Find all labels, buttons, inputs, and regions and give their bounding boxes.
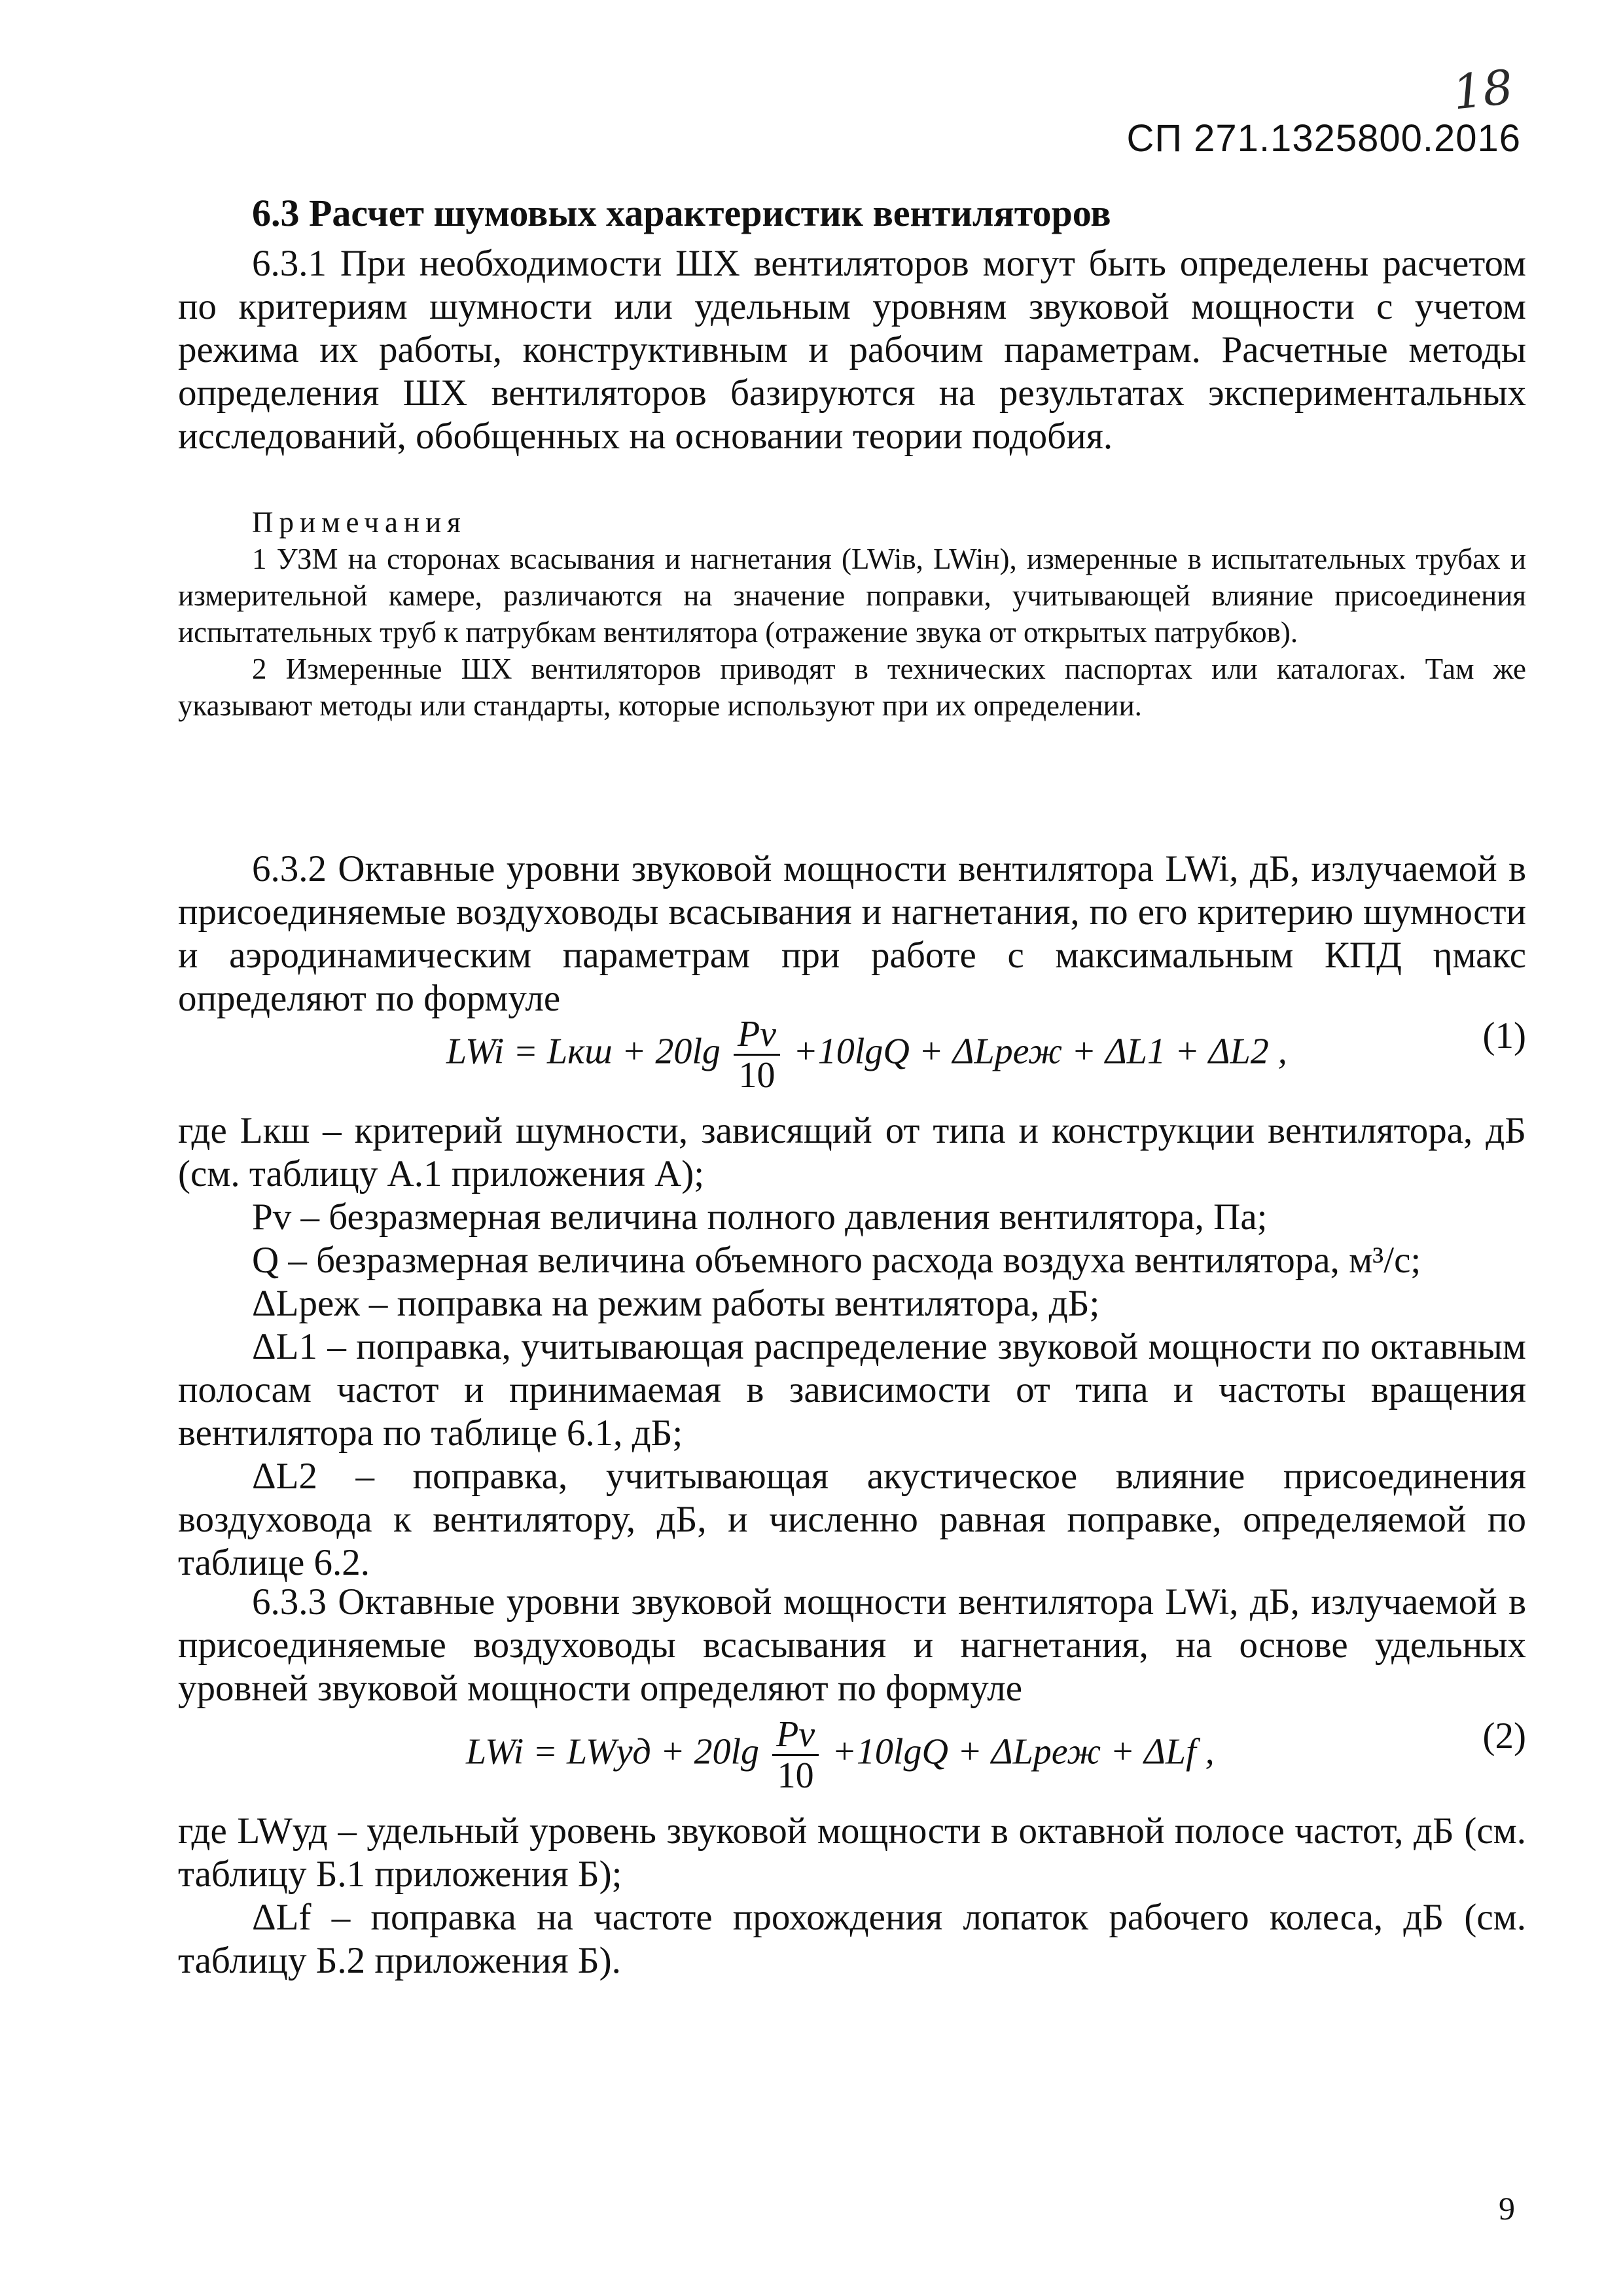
where-2-line-1: где LWуд – удельный уровень звуковой мощности в октавной полосе частот, дБ (см. таблицу Б.1 приложения Б); bbox=[178, 1810, 1526, 1895]
paragraph-6-3-1: 6.3.1 При необходимости ШХ вентиляторов могут быть определены расчетом по критериям шумности или удельным уровням звуковой мощности с учетом режима их работы, конструктивным и рабочим параметрам. Расчетные методы определения ШХ вентиляторов базируются на результатах экспериментальных исследований, обобщенных на основании теории подобия. bbox=[178, 243, 1526, 457]
formula-1-fraction bbox=[734, 1014, 780, 1095]
formula-2-denominator: 10 bbox=[777, 1755, 814, 1796]
section-heading: 6.3 Расчет шумовых характеристик вентиляторов bbox=[252, 192, 1111, 234]
formula-1-lhs: LWi = Lкш + 20lg bbox=[446, 1031, 721, 1072]
note-1: 1 УЗМ на сторонах всасывания и нагнетания (LWiв, LWiн), измеренные в испытательных трубах и измерительной камере, различаются на значение поправки, учитывающей влияние присоединения испытательных труб к патрубкам вентилятора (отражение звука от открытых патрубков). bbox=[178, 543, 1526, 649]
notes-title: Примечания bbox=[252, 506, 467, 539]
paragraph-6-3-2: 6.3.2 Октавные уровни звуковой мощности вентилятора LWi, дБ, излучаемой в присоединяемые воздуховоды всасывания и нагнетания, по его критерию шумности и аэродинамическим параметрам при работе с максимальным КПД ηмакс определяют по формуле bbox=[178, 848, 1526, 1019]
formula-1-row bbox=[178, 1014, 1526, 1100]
where-1-line-5: ΔL1 – поправка, учитывающая распределение звуковой мощности по октавным полосам частот и принимаемая в зависимости от типа и частоты вращения вентилятора по таблице 6.1, дБ; bbox=[178, 1326, 1526, 1454]
where-1-line-3: Q – безразмерная величина объемного расхода воздуха вентилятора, м³/с; bbox=[252, 1240, 1421, 1281]
paragraph-6-3-1-block bbox=[178, 242, 1526, 458]
paragraph-6-3-3-block bbox=[178, 1581, 1526, 1710]
note-2: 2 Измеренные ШХ вентиляторов приводят в технических паспортах или каталогах. Там же указывают методы или стандарты, которые используют при их определении. bbox=[178, 653, 1526, 722]
formula-2-lhs: LWi = LWуд + 20lg bbox=[466, 1731, 760, 1772]
formula-1-numerator: Pv bbox=[734, 1014, 780, 1056]
formula-2-numerator: Pv bbox=[772, 1715, 819, 1756]
formula-1-denominator: 10 bbox=[738, 1055, 776, 1096]
formula-2-fraction bbox=[772, 1715, 819, 1795]
formula-2 bbox=[466, 1715, 1215, 1795]
formula-2-rhs: +10lgQ + ΔLреж + ΔLf , bbox=[832, 1731, 1215, 1772]
where-1-line-1: где Lкш – критерий шумности, зависящий от типа и конструкции вентилятора, дБ (см. таблицу А.1 приложения А); bbox=[178, 1110, 1526, 1194]
where-1-line-2: Pv – безразмерная величина полного давления вентилятора, Па; bbox=[252, 1196, 1268, 1238]
document-code: СП 271.1325800.2016 bbox=[1126, 117, 1521, 160]
formula-2-number: (2) bbox=[1482, 1715, 1526, 1757]
where-1-line-4: ΔLреж – поправка на режим работы вентилятора, дБ; bbox=[252, 1283, 1100, 1324]
where-2-block bbox=[178, 1810, 1526, 1982]
formula-1 bbox=[446, 1014, 1287, 1095]
page-number: 9 bbox=[1499, 2190, 1515, 2227]
where-1-block bbox=[178, 1109, 1526, 1585]
paragraph-6-3-2-block bbox=[178, 848, 1526, 1020]
notes-block bbox=[178, 504, 1526, 724]
handwritten-page-mark: 18 bbox=[1450, 59, 1516, 120]
where-2-line-2: ΔLf – поправка на частоте прохождения лопаток рабочего колеса, дБ (см. таблицу Б.2 приложения Б). bbox=[178, 1897, 1526, 1981]
formula-1-number: (1) bbox=[1482, 1015, 1526, 1056]
formula-1-rhs: +10lgQ + ΔLреж + ΔL1 + ΔL2 , bbox=[793, 1031, 1287, 1072]
where-1-line-6: ΔL2 – поправка, учитывающая акустическое влияние присоединения воздуховода к вентилятору, дБ, и численно равная поправке, определяемой по таблице 6.2. bbox=[178, 1456, 1526, 1583]
formula-2-row bbox=[178, 1715, 1526, 1800]
paragraph-6-3-3: 6.3.3 Октавные уровни звуковой мощности вентилятора LWi, дБ, излучаемой в присоединяемые воздуховоды всасывания и нагнетания, на основе удельных уровней звуковой мощности определяют по формуле bbox=[178, 1581, 1526, 1709]
